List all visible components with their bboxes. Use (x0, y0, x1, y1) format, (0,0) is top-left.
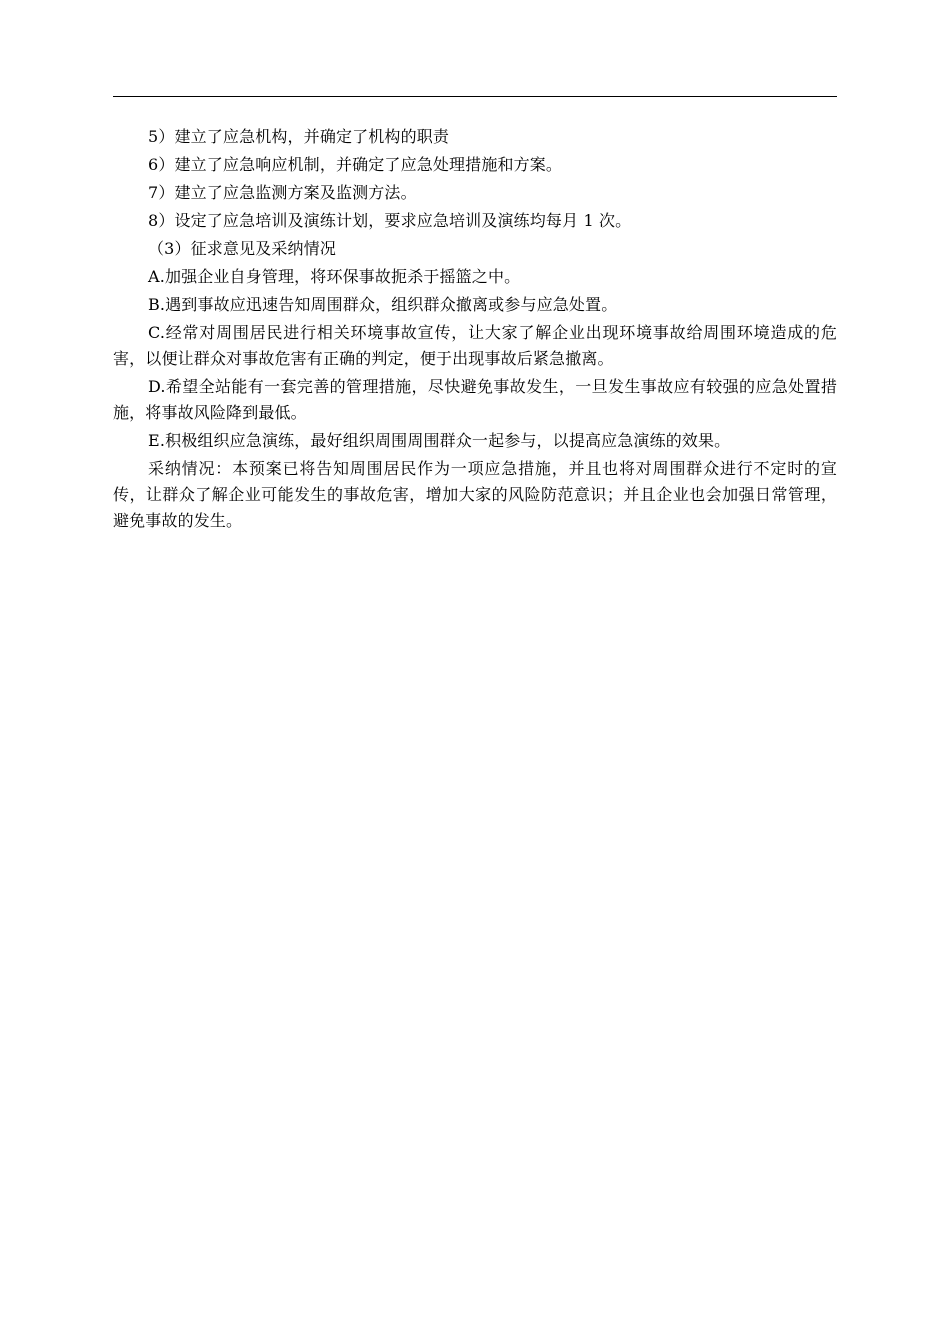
paragraph-item-5: 5）建立了应急机构，并确定了机构的职责 (148, 127, 450, 146)
header-rule (113, 96, 837, 97)
paragraph-item-7: 7）建立了应急监测方案及监测方法。 (148, 183, 417, 202)
opinion-e: E.积极组织应急演练，最好组织周围周围群众一起参与，以提高应急演练的效果。 (148, 431, 731, 450)
paragraph-item-6: 6）建立了应急响应机制，并确定了应急处理措施和方案。 (148, 155, 563, 174)
opinion-b: B.遇到事故应迅速告知周围群众，组织群众撤离或参与应急处置。 (148, 295, 618, 314)
document-body (113, 124, 837, 534)
paragraph-item-8: 8）设定了应急培训及演练计划，要求应急培训及演练均每月 1 次。 (148, 211, 632, 230)
adoption-status: 采纳情况：本预案已将告知周围居民作为一项应急措施，并且也将对周围群众进行不定时的宣传，让群众了解企业可能发生的事故危害，增加大家的风险防范意识；并且企业也会加强日常管理，避免事故的发生。 (113, 459, 837, 530)
opinion-c: C.经常对周围居民进行相关环境事故宣传，让大家了解企业出现环境事故给周围环境造成的危害，以便让群众对事故危害有正确的判定，便于出现事故后紧急撤离。 (113, 323, 837, 368)
section-heading-3: （3）征求意见及采纳情况 (148, 239, 336, 258)
opinion-d: D.希望全站能有一套完善的管理措施，尽快避免事故发生，一旦发生事故应有较强的应急处置措施，将事故风险降到最低。 (113, 377, 837, 422)
opinion-a: A.加强企业自身管理，将环保事故扼杀于摇篮之中。 (148, 267, 521, 286)
